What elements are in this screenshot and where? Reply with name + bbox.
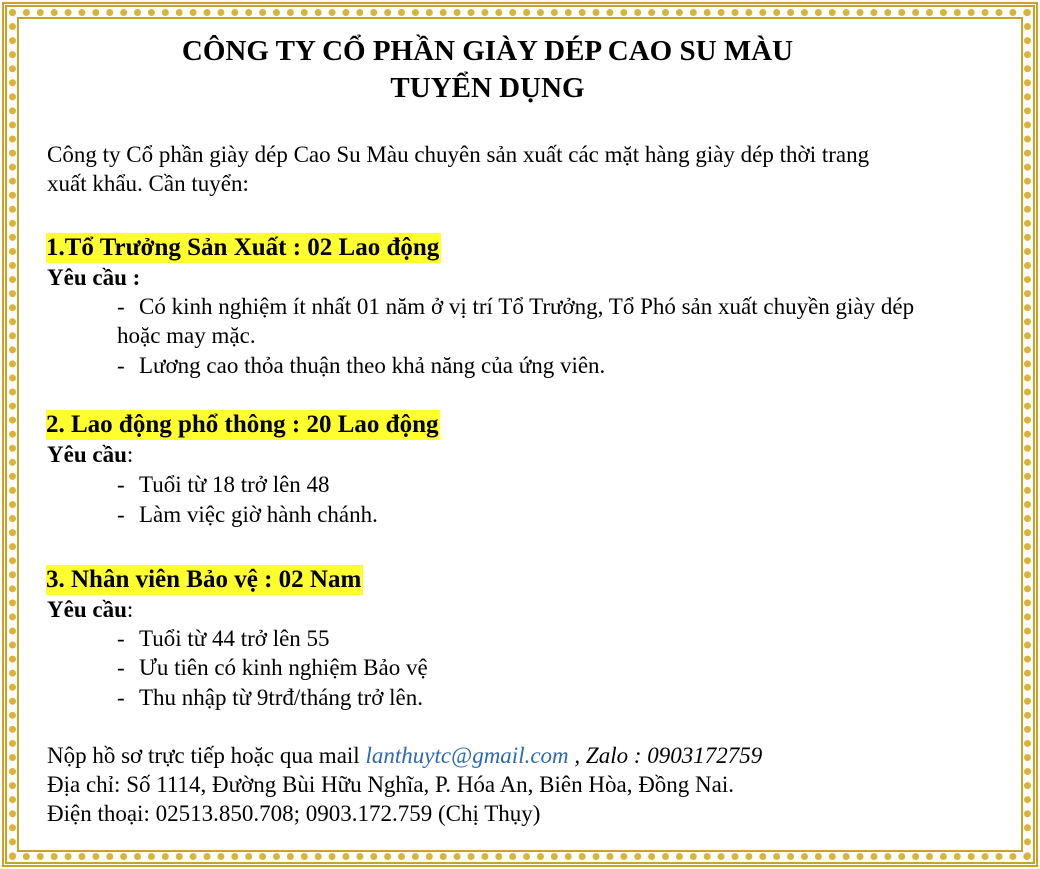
- position-2-requirements-label: Yêu cầu:: [47, 442, 134, 467]
- document-title: TUYỂN DỤNG: [390, 72, 585, 104]
- company-title: CÔNG TY CỔ PHẦN GIÀY DÉP CAO SU MÀU: [181, 35, 794, 67]
- position-1-heading: 1.Tổ Trưởng Sản Xuất : 02 Lao động: [46, 234, 440, 261]
- contact-zalo: , Zalo : 0903172759: [568, 743, 763, 768]
- contact-phone: Điện thoại: 02513.850.708; 0903.172.759 (Chị Thụy): [47, 801, 541, 826]
- position-1-requirement-item: - Lương cao thỏa thuận theo khả năng của ứng viên.: [117, 353, 606, 378]
- position-2-requirement-item: - Làm việc giờ hành chánh.: [117, 502, 378, 527]
- position-3-heading: 3. Nhân viên Bảo vệ : 02 Nam: [46, 566, 362, 593]
- position-2-heading: 2. Lao động phổ thông : 20 Lao động: [46, 411, 439, 438]
- position-3-requirement-item: - Tuổi từ 44 trở lên 55: [117, 626, 330, 651]
- position-1-requirement-item: - Có kinh nghiệm ít nhất 01 năm ở vị trí Tổ Trưởng, Tổ Phó sản xuất chuyền giày dép: [117, 294, 915, 319]
- position-2-requirement-item: - Tuổi từ 18 trở lên 48: [117, 472, 330, 497]
- contact-address: Địa chỉ: Số 1114, Đường Bùi Hữu Nghĩa, P. Hóa An, Biên Hòa, Đồng Nai.: [47, 772, 735, 797]
- contact-apply-line: Nộp hồ sơ trực tiếp hoặc qua mail lanthuytc@gmail.com , Zalo : 0903172759: [47, 743, 763, 768]
- position-3-requirements-label: Yêu cầu:: [47, 597, 134, 622]
- intro-line-1: Công ty Cổ phần giày dép Cao Su Màu chuyên sản xuất các mặt hàng giày dép thời trang: [47, 142, 870, 167]
- contact-email-link[interactable]: lanthuytc@gmail.com: [365, 743, 569, 768]
- position-1-requirement-item-continued: hoặc may mặc.: [117, 323, 256, 348]
- position-3-requirement-item: - Ưu tiên có kinh nghiệm Bảo vệ: [117, 655, 428, 680]
- intro-line-2: xuất khẩu. Cần tuyển:: [47, 171, 249, 196]
- position-3-requirement-item: - Thu nhập từ 9trđ/tháng trở lên.: [117, 685, 423, 710]
- position-1-requirements-label: Yêu cầu :: [47, 265, 141, 290]
